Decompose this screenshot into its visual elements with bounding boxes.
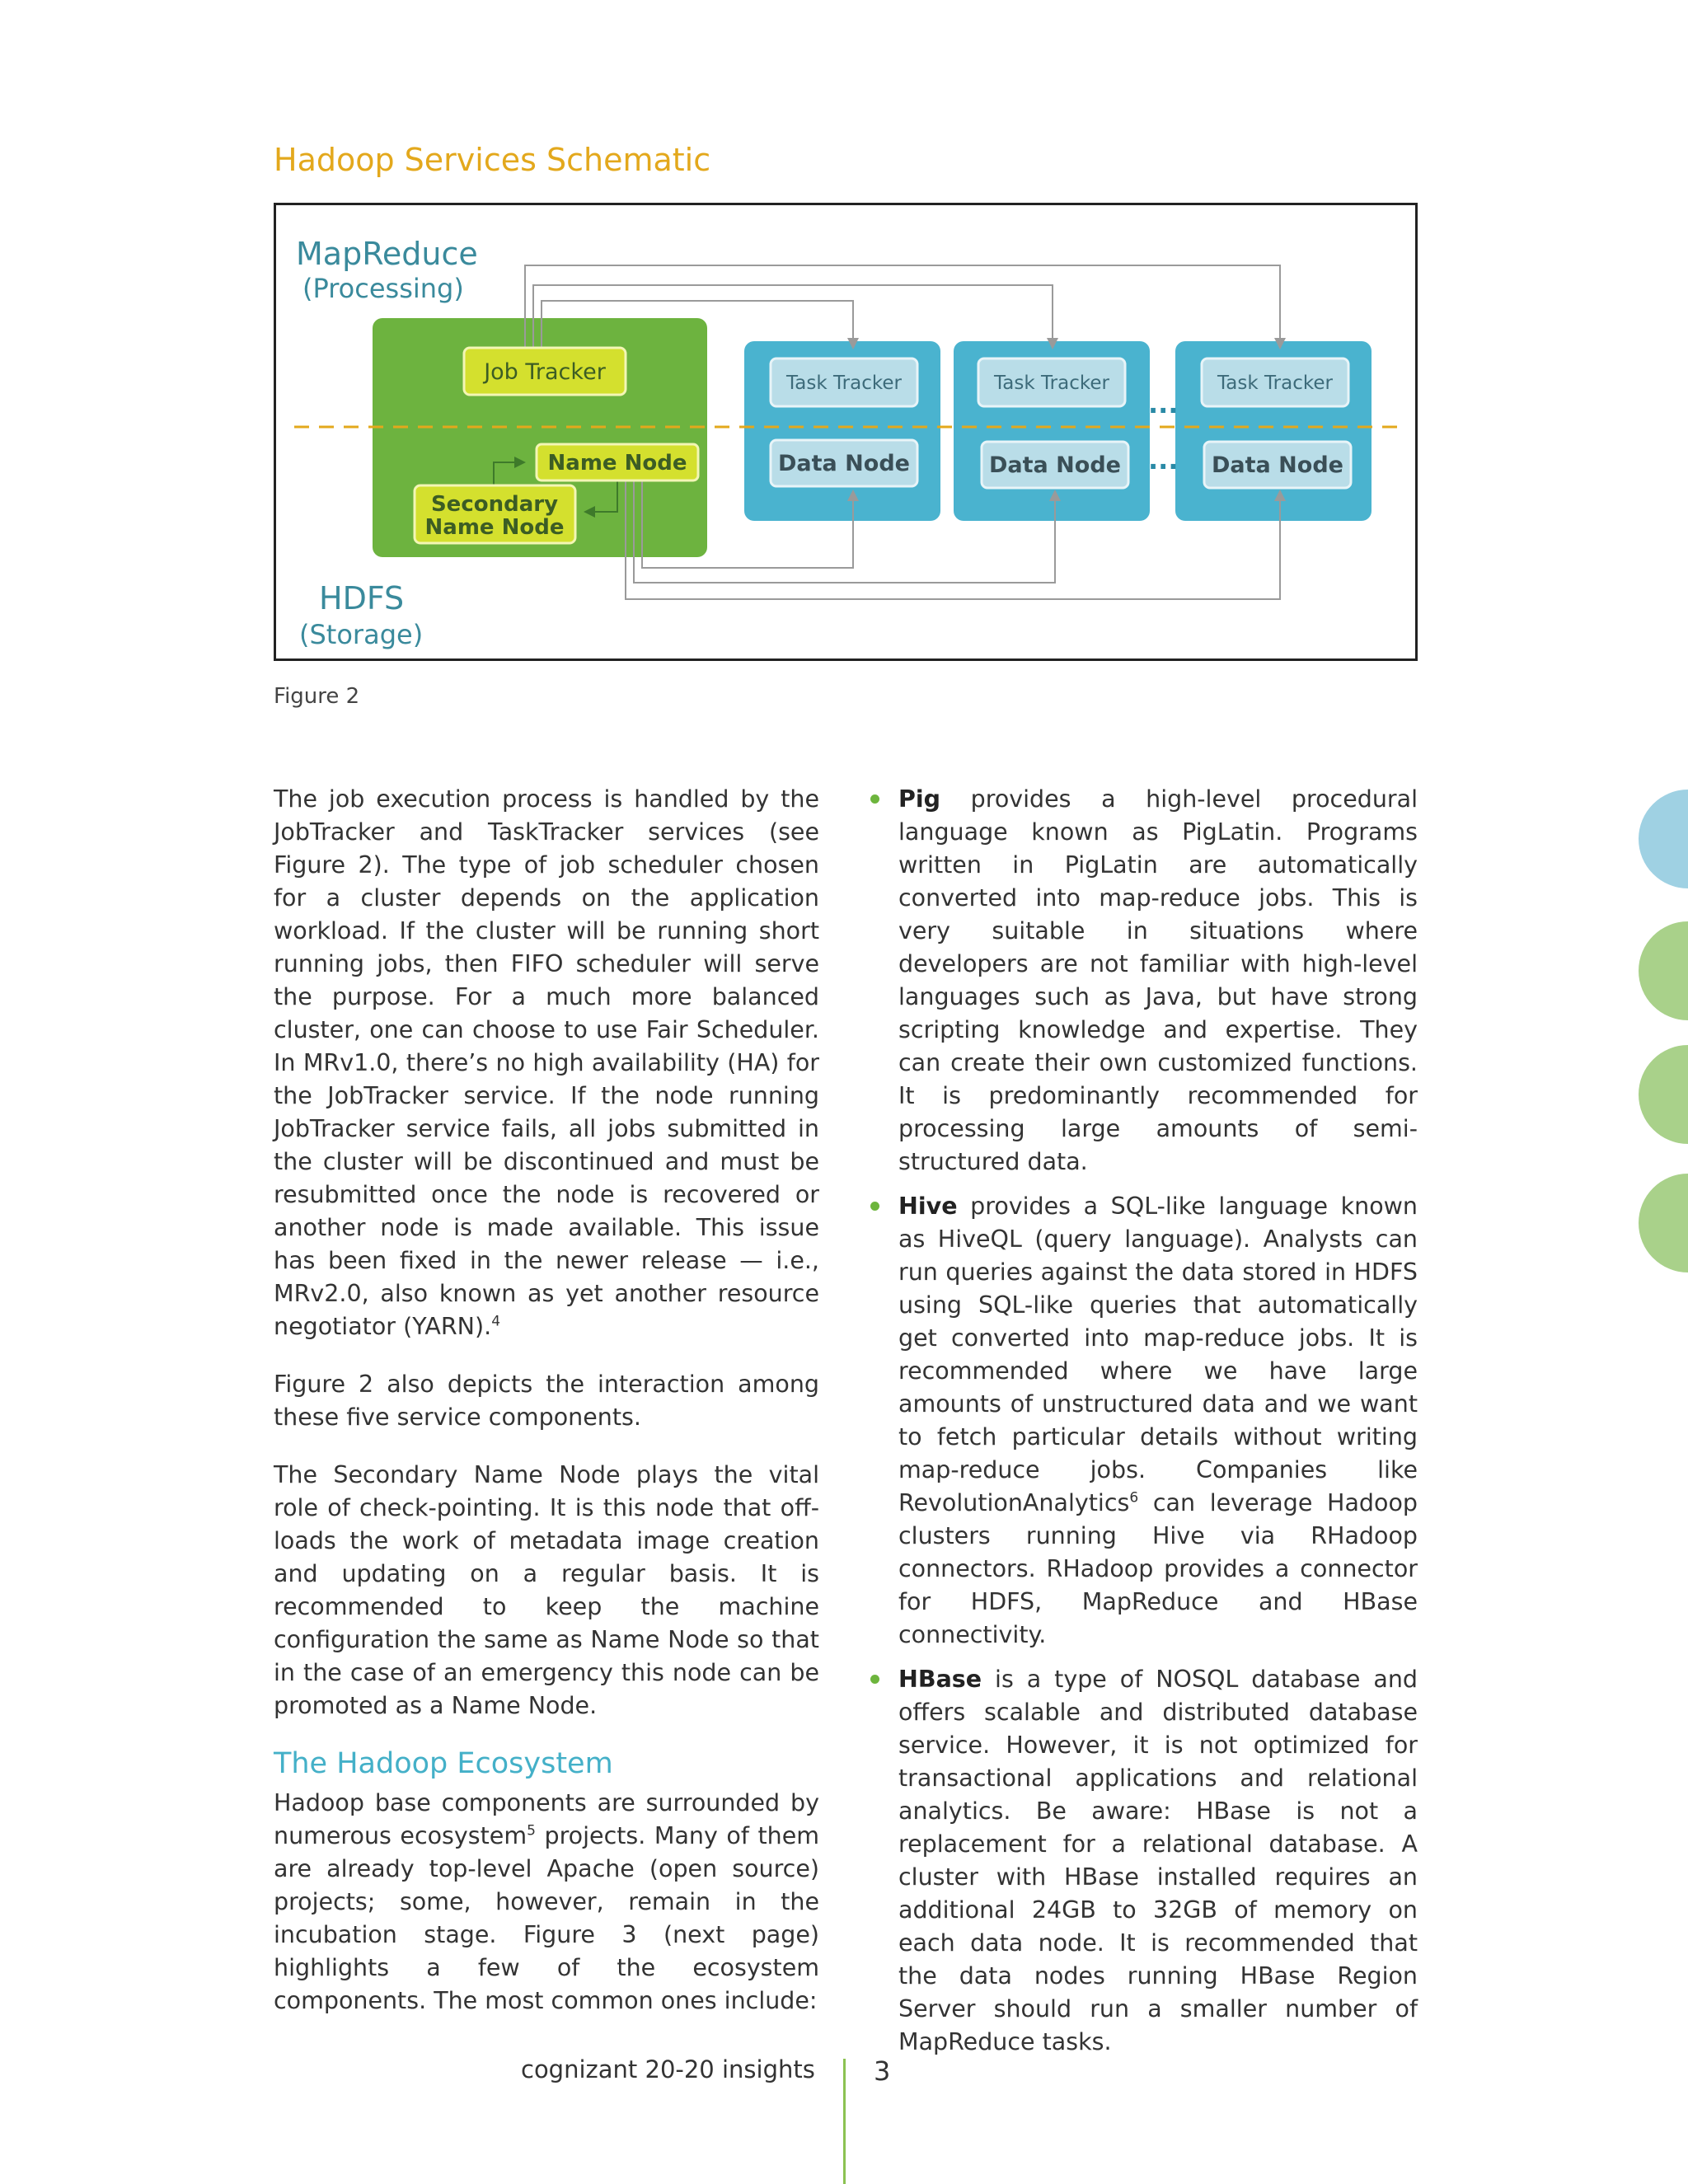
footer-divider bbox=[843, 2059, 846, 2184]
left-column bbox=[274, 783, 819, 2042]
section-title: Hadoop Services Schematic bbox=[274, 142, 711, 178]
ecosystem-heading: The Hadoop Ecosystem bbox=[274, 1747, 613, 1780]
paragraph-ecosystem: Hadoop base components are surrounded by numerous ecosystem$^5$ projects. Many of them are already top-level Apache (open source) projects; some, however, remain in the incubation stage. Figure 3 (next page) highlights a few of the ecosystem components. The most common ones include: bbox=[274, 1789, 819, 2014]
footnote-5: 5 bbox=[527, 1822, 536, 1840]
list-item-hive: Hive provides a SQL-like language known as HiveQL (query language). Analysts can run queries against the data stored in HDFS using SQL-like queries that automatically get converted into map-reduce jobs. It is recommended where we have large amounts of unstructured data and we want to fetch particular details without writing map-reduce jobs. Companies like RevolutionAnalytics$^6$ can leverage Hadoop clusters running Hive via RHadoop connectors. RHadoop provides a connector for HDFS, MapReduce and HBase connectivity. bbox=[869, 1190, 1418, 1652]
data-node-label-2: Data Node bbox=[989, 452, 1121, 478]
data-node-label-1: Data Node bbox=[778, 451, 910, 476]
footnote-4: 4 bbox=[491, 1313, 501, 1330]
task-tracker-label-1: Task Tracker bbox=[786, 373, 902, 394]
ellipsis-top: ... bbox=[1148, 388, 1179, 419]
hdfs-label: HDFS bbox=[319, 580, 405, 616]
footer-brand: cognizant 20-20 insights bbox=[521, 2055, 815, 2083]
bullet-icon bbox=[870, 1675, 879, 1684]
data-node-label-3: Data Node bbox=[1212, 452, 1343, 478]
secondary-name-node-line2: Name Node bbox=[424, 515, 565, 540]
hadoop-schematic-figure bbox=[274, 203, 1418, 661]
right-column bbox=[869, 783, 1418, 2070]
bullet-icon bbox=[870, 794, 879, 804]
paragraph-figure-interaction: Figure 2 also depicts the interaction among these five service components. bbox=[274, 1371, 819, 1431]
side-dot-green-3 bbox=[1639, 1174, 1688, 1272]
name-node-label: Name Node bbox=[547, 451, 687, 476]
paragraph-secondary-name-node: The Secondary Name Node plays the vital role of check-pointing. It is this node that off-loads the work of metadata image creation and updating on a regular basis. It is recommended to keep the machine configuration the same as Name Node so that in the case of an emergency this node can be promoted as a Name Node. bbox=[274, 1461, 819, 1719]
bullet-icon bbox=[870, 1202, 879, 1211]
list-item-pig: Pig provides a high-level procedural language known as PigLatin. Programs written in PigLatin are automatically converted into map-reduce jobs. This is very suitable in situations where developers are not familiar with high-level languages such as Java, but have strong scripting knowledge and expertise. They can create their own customized functions. It is predominantly recommended for processing large amounts of semi-structured data. bbox=[869, 783, 1418, 1179]
figure-caption: Figure 2 bbox=[274, 684, 360, 709]
task-tracker-label-2: Task Tracker bbox=[994, 373, 1109, 394]
processing-label: (Processing) bbox=[302, 273, 464, 304]
task-tracker-label-3: Task Tracker bbox=[1217, 373, 1333, 394]
page-number: 3 bbox=[874, 2055, 891, 2087]
side-dot-blue bbox=[1639, 790, 1688, 888]
footnote-6: 6 bbox=[1129, 1489, 1139, 1507]
side-dot-green-1 bbox=[1639, 921, 1688, 1020]
side-dot-green-2 bbox=[1639, 1045, 1688, 1144]
list-item-hbase: HBase is a type of NOSQL database and offers scalable and distributed database service. However, it is not optimized for transactional applications and relational analytics. Be aware: HBase is not a replacement for a relational database. A cluster with HBase installed requires an additional 24GB to 32GB of memory on each data node. It is recommended that the data nodes running HBase Region Server should run a smaller number of MapReduce tasks. bbox=[869, 1663, 1418, 2059]
paragraph-job-execution: The job execution process is handled by the JobTracker and TaskTracker services (see Figure 2). The type of job scheduler chosen for a cluster depends on the application workload. If the cluster will be running short running jobs, then FIFO scheduler will serve the purpose. For a much more balanced cluster, one can choose to use Fair Scheduler. In MRv1.0, there’s no high availability (HA) for the JobTracker service. If the node running JobTracker service fails, all jobs submitted in the cluster will be discontinued and must be resubmitted once the node is recovered or another node is made available. This issue has been fixed in the newer release — i.e., MRv2.0, also known as yet another resource negotiator (YARN).$^4$ bbox=[274, 785, 819, 1340]
storage-label: (Storage) bbox=[299, 619, 424, 650]
hadoop-schematic-diagram bbox=[276, 205, 1420, 663]
secondary-name-node-line1: Secondary bbox=[430, 492, 559, 517]
mapreduce-label: MapReduce bbox=[296, 236, 478, 272]
ellipsis-bottom: ... bbox=[1148, 444, 1179, 476]
job-tracker-label: Job Tracker bbox=[484, 359, 606, 385]
ecosystem-list bbox=[869, 783, 1418, 2059]
